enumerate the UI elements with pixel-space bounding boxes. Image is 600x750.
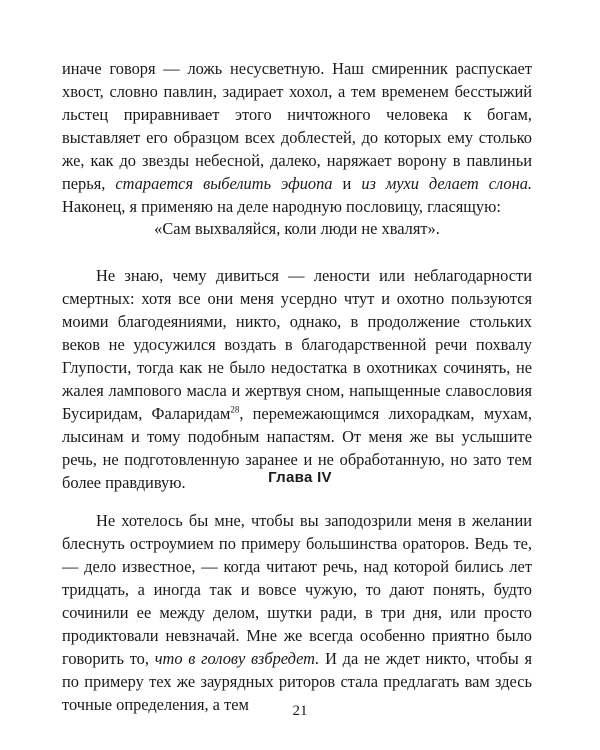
paragraph	[62, 264, 532, 494]
chapter-heading: Глава IV	[268, 469, 332, 486]
text-run: и	[332, 174, 362, 193]
proverb-quote: «Сам выхваляйся, коли люди не хвалят».	[154, 219, 440, 238]
italic-phrase: что в голову взбредет.	[154, 649, 320, 668]
text-run: Не знаю, чему дивиться — лености или неблагодарности смертных: хотя все они меня усердно чтут и охотно пользуются моими благодеяниями, никто, однако, в продолжение стольких веков не удосужился воздать в благодарственной речи похвалу Глупости, тогда как не было недостатка в охотниках сочинять, не жалея лампового масла и жертвуя сном, напыщенные славословия Бусиридам, Фаларидам	[62, 266, 532, 423]
footnote-marker: 28	[230, 404, 240, 415]
text-run: иначе говоря — ложь несусветную. Наш смиренник распускает хвост, словно павлин, задирает хохол, а тем временем бесстыжий льстец приравнивает этого ничтожного человека к богам, выставляет его образцом всех доблестей, до которых ему столько же, как до звезды небесной, далеко, наряжает ворону в павлиньи перья,	[62, 59, 532, 193]
page-number: 21	[292, 703, 308, 719]
paragraph	[62, 509, 532, 716]
text-run: Наконец, я применяю на деле народную пословицу, гласящую:	[62, 197, 501, 216]
italic-phrase: старается выбелить эфиопа	[115, 174, 333, 193]
italic-phrase: из мухи делает слона.	[361, 174, 532, 193]
text-run: И да не ждет никто, чтобы я по примеру тех же заурядных риторов стала предлагать вам здесь точные определения, а тем	[62, 649, 532, 714]
text-run: Не хотелось бы мне, чтобы вы заподозрили меня в желании блеснуть остроумием по примеру большинства ораторов. Ведь те, — дело известное, — когда читают речь, над которой бились лет тридцать, а иногда так и вовсе чужую, то дают понять, будто сочинили ее между делом, шутки ради, в три дня, или просто продиктовали невзначай. Мне же всегда особенно приятно было говорить то,	[62, 511, 532, 668]
text-run: , перемежающимся лихорадкам, мухам, лысинам и тому подобным напастям. От меня же вы услышите речь, не подготовленную заранее и не обработанную, но зато тем более правдивую.	[62, 404, 532, 492]
paragraph-continuation	[62, 57, 532, 218]
